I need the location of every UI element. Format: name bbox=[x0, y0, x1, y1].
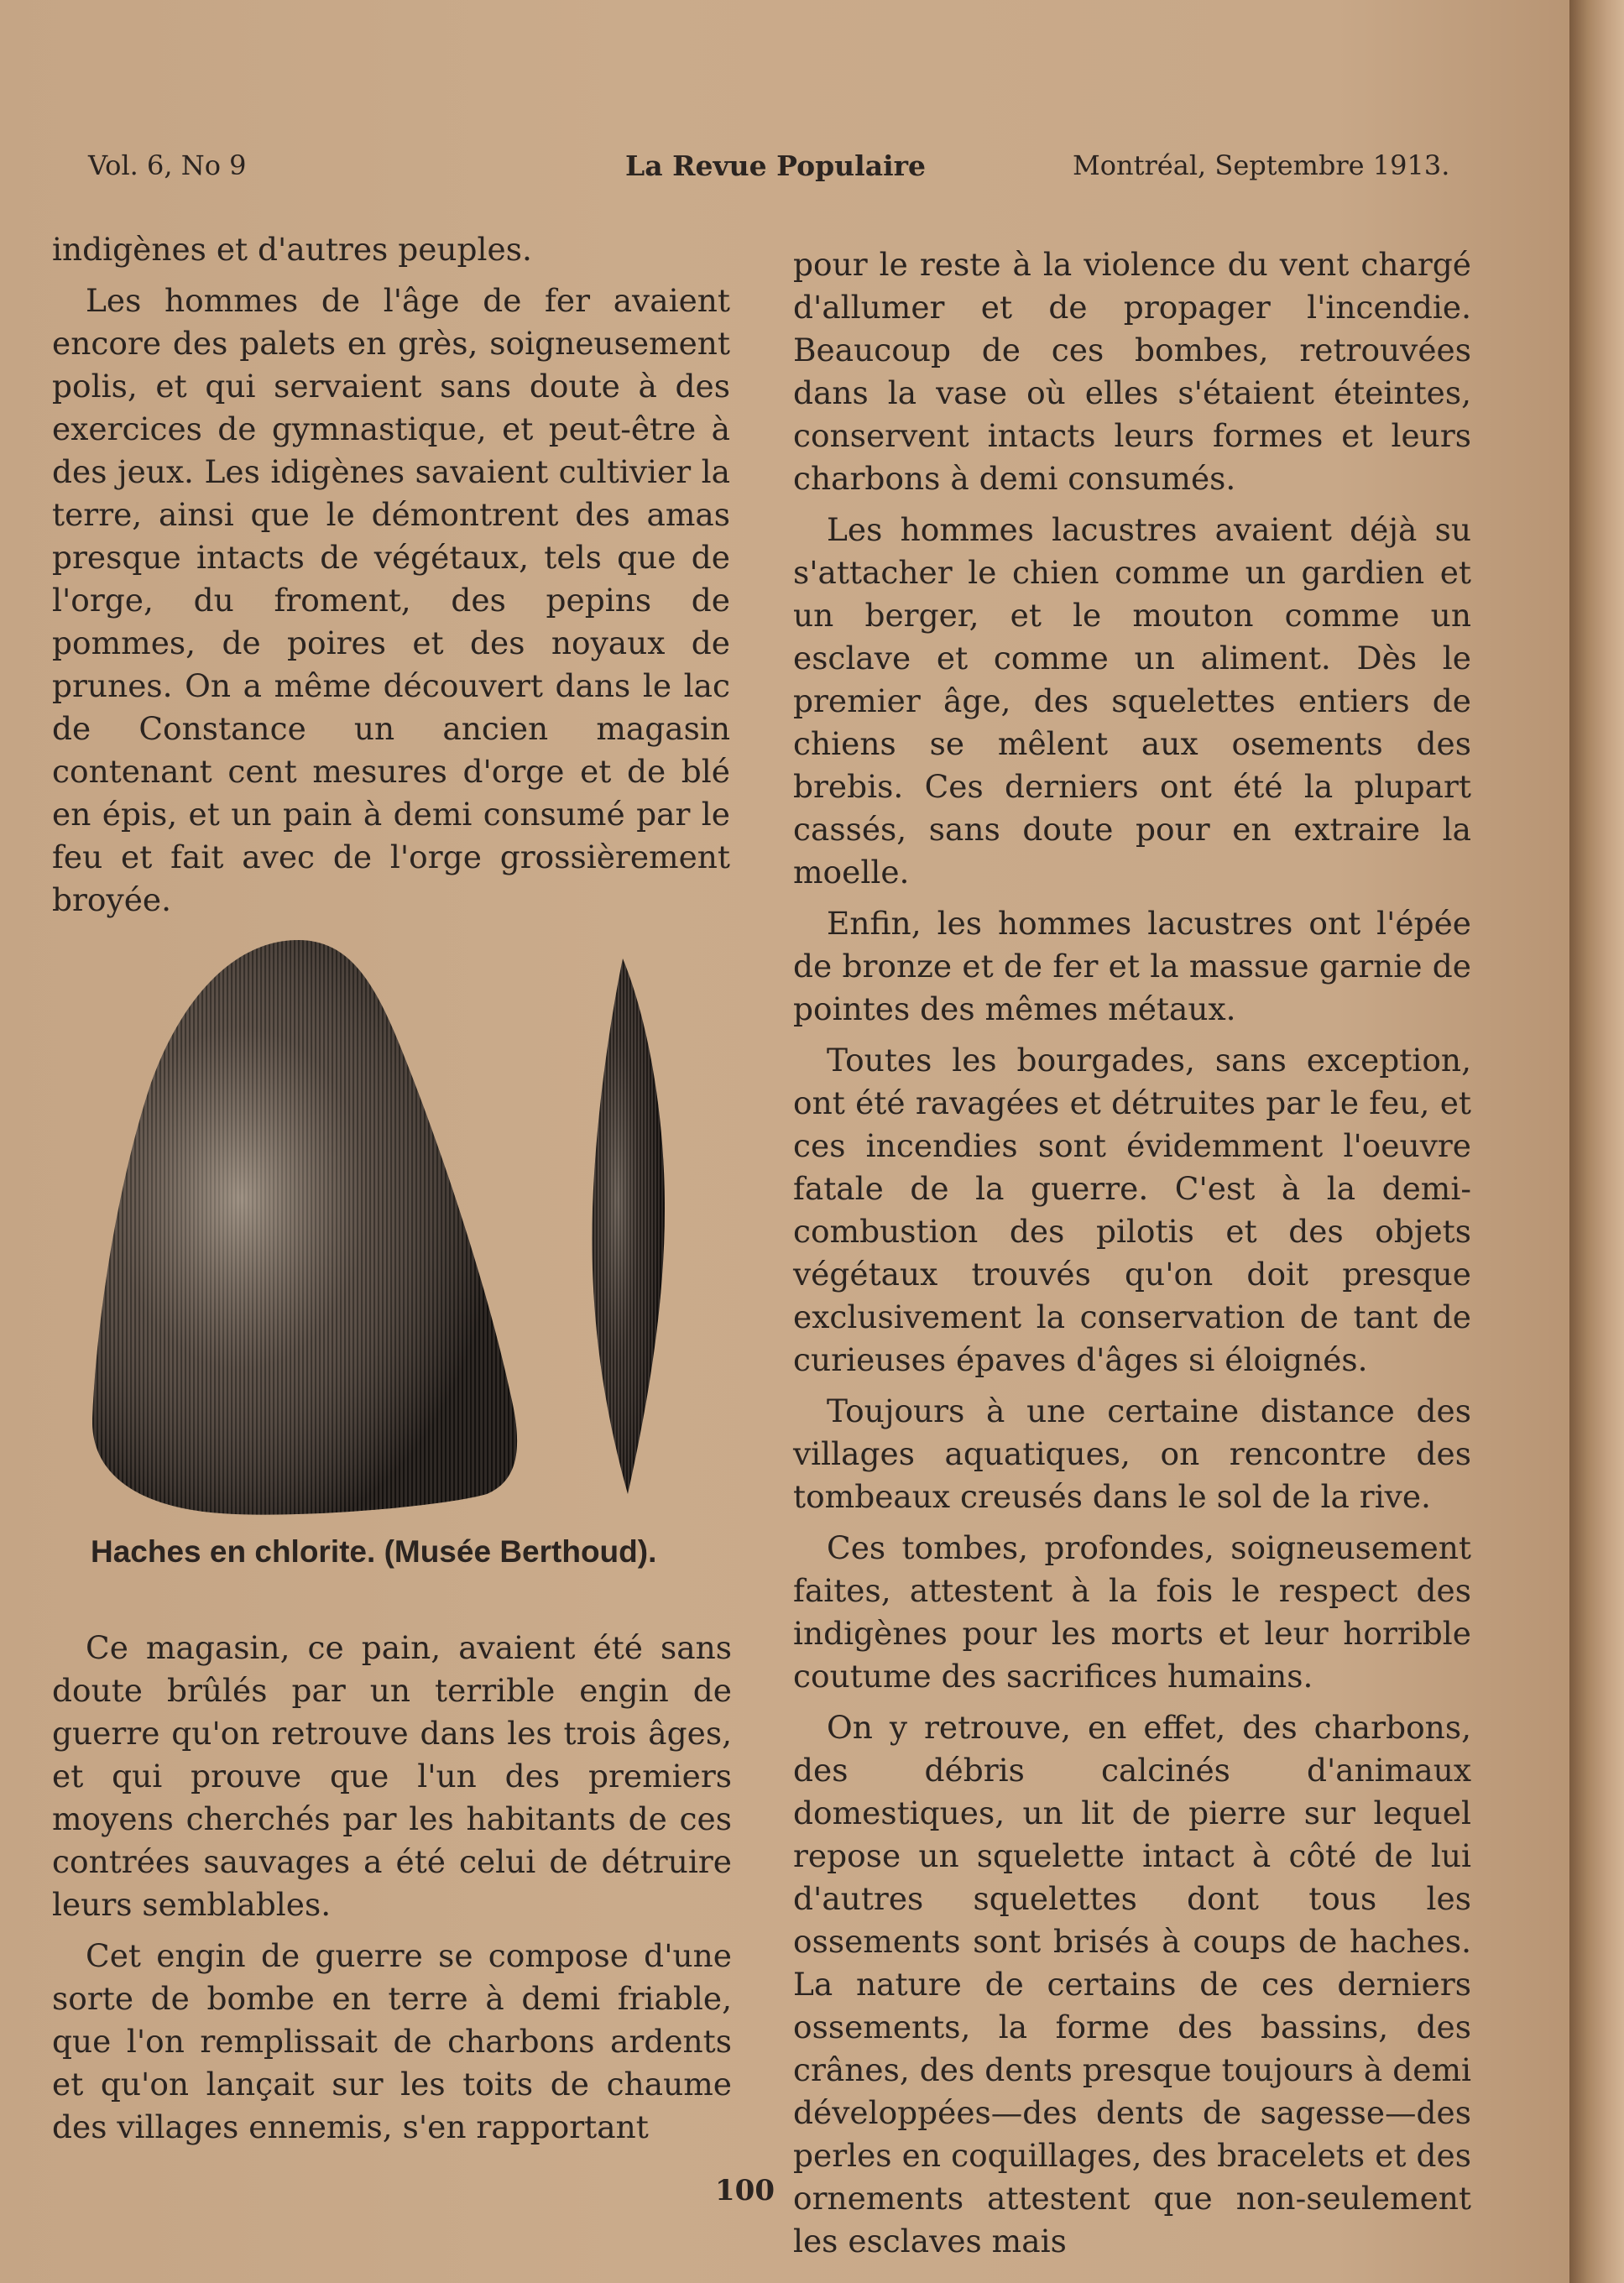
right-column bbox=[793, 243, 1471, 2271]
axe-head-side-icon bbox=[592, 959, 665, 1494]
paragraph: Ces tombes, profondes, soigneusement faites, attestent à la fois le respect des indigènes pour les morts et leur horrible coutume des sacrifices humains. bbox=[793, 1529, 1471, 1695]
left-column bbox=[52, 228, 730, 930]
place-date: Montréal, Septembre 1913. bbox=[1073, 149, 1450, 181]
paragraph: Les hommes lacustres avaient déjà su s'attacher le chien comme un gardien et un berger, et le mouton comme un esclave et comme un aliment. Dès le premier âge, des squelettes entiers de chiens se mêlent aux osements des brebis. Ces derniers ont été la plupart cassés, sans doute pour en extraire la moelle. bbox=[793, 511, 1471, 891]
paragraph: Cet engin de guerre se compose d'une sorte de bombe en terre à demi friable, que l'on remplissait de charbons ardents et qu'on lançait sur les toits de chaume des villages ennemis, s'en rapportant bbox=[52, 1937, 732, 2145]
paragraph: Toutes les bourgades, sans exception, ont été ravagées et détruites par le feu, et ces incendies sont évidemment l'oeuvre fatale de la guerre. C'est à la demi-combustion des pilotis et des objets végétaux trouvés qu'on doit presque exclusivement la conservation de tant de curieuses épaves d'âges si éloignés. bbox=[793, 1042, 1471, 1378]
paragraph: indigènes et d'autres peuples. bbox=[52, 231, 532, 268]
paragraph: On y retrouve, en effet, des charbons, des débris calcinés d'animaux domestiques, un lit de pierre sur lequel repose un squelette intact à côté de lui d'autres squelettes dont tous les ossements sont brisés à coups de haches. La nature de certains de ces derniers ossements, la forme des bassins, des crânes, des dents presque toujours à demi développées—des dents de sagesse—des perles en coquillages, des bracelets et des ornements attestent que non-seulement les esclaves mais bbox=[793, 1709, 1471, 2259]
figure-caption: Haches en chlorite. (Musée Berthoud). bbox=[91, 1534, 657, 1569]
volume-number: Vol. 6, No 9 bbox=[88, 149, 247, 181]
paragraph: Toujours à une certaine distance des villages aquatiques, on rencontre des tombeaux creusés dans le sol de la rive. bbox=[793, 1392, 1471, 1515]
paragraph: Ce magasin, ce pain, avaient été sans doute brûlés par un terrible engin de guerre qu'on retrouve dans les trois âges, et qui prouve que l'un des premiers moyens cherchés par les habitants de ces contrées sauvages a été celui de détruire leurs semblables. bbox=[52, 1629, 732, 1923]
paragraph: pour le reste à la violence du vent chargé d'allumer et de propager l'incendie. Beaucoup de ces bombes, retrouvées dans la vase où elles s'étaient éteintes, conservent intacts leurs formes et leurs charbons à demi consumés. bbox=[793, 246, 1471, 497]
page-edge bbox=[1569, 0, 1624, 2283]
axe-illustration bbox=[92, 940, 680, 1519]
paragraph: Enfin, les hommes lacustres ont l'épée de bronze et de fer et la massue garnie de pointes des mêmes métaux. bbox=[793, 905, 1471, 1027]
journal-title: La Revue Populaire bbox=[625, 149, 926, 182]
axe-head-front-icon bbox=[92, 940, 517, 1515]
left-column-bottom bbox=[52, 1627, 732, 2157]
paragraph: Les hommes de l'âge de fer avaient encore des palets en grès, soigneusement polis, et qui servaient sans doute à des exercices de gymnastique, et peut-être à des jeux. Les idigènes savaient cultivier la terre, ainsi que le démontrent des amas presque intacts de végétaux, tels que de l'orge, du froment, des pepins de pommes, de poires et des noyaux de prunes. On a même découvert dans le lac de Constance un ancien magasin contenant cent mesures d'orge et de blé en épis, et un pain à demi consumé par le feu et fait avec de l'orge grossièrement broyée. bbox=[52, 282, 730, 918]
page-number: 100 bbox=[715, 2174, 775, 2207]
